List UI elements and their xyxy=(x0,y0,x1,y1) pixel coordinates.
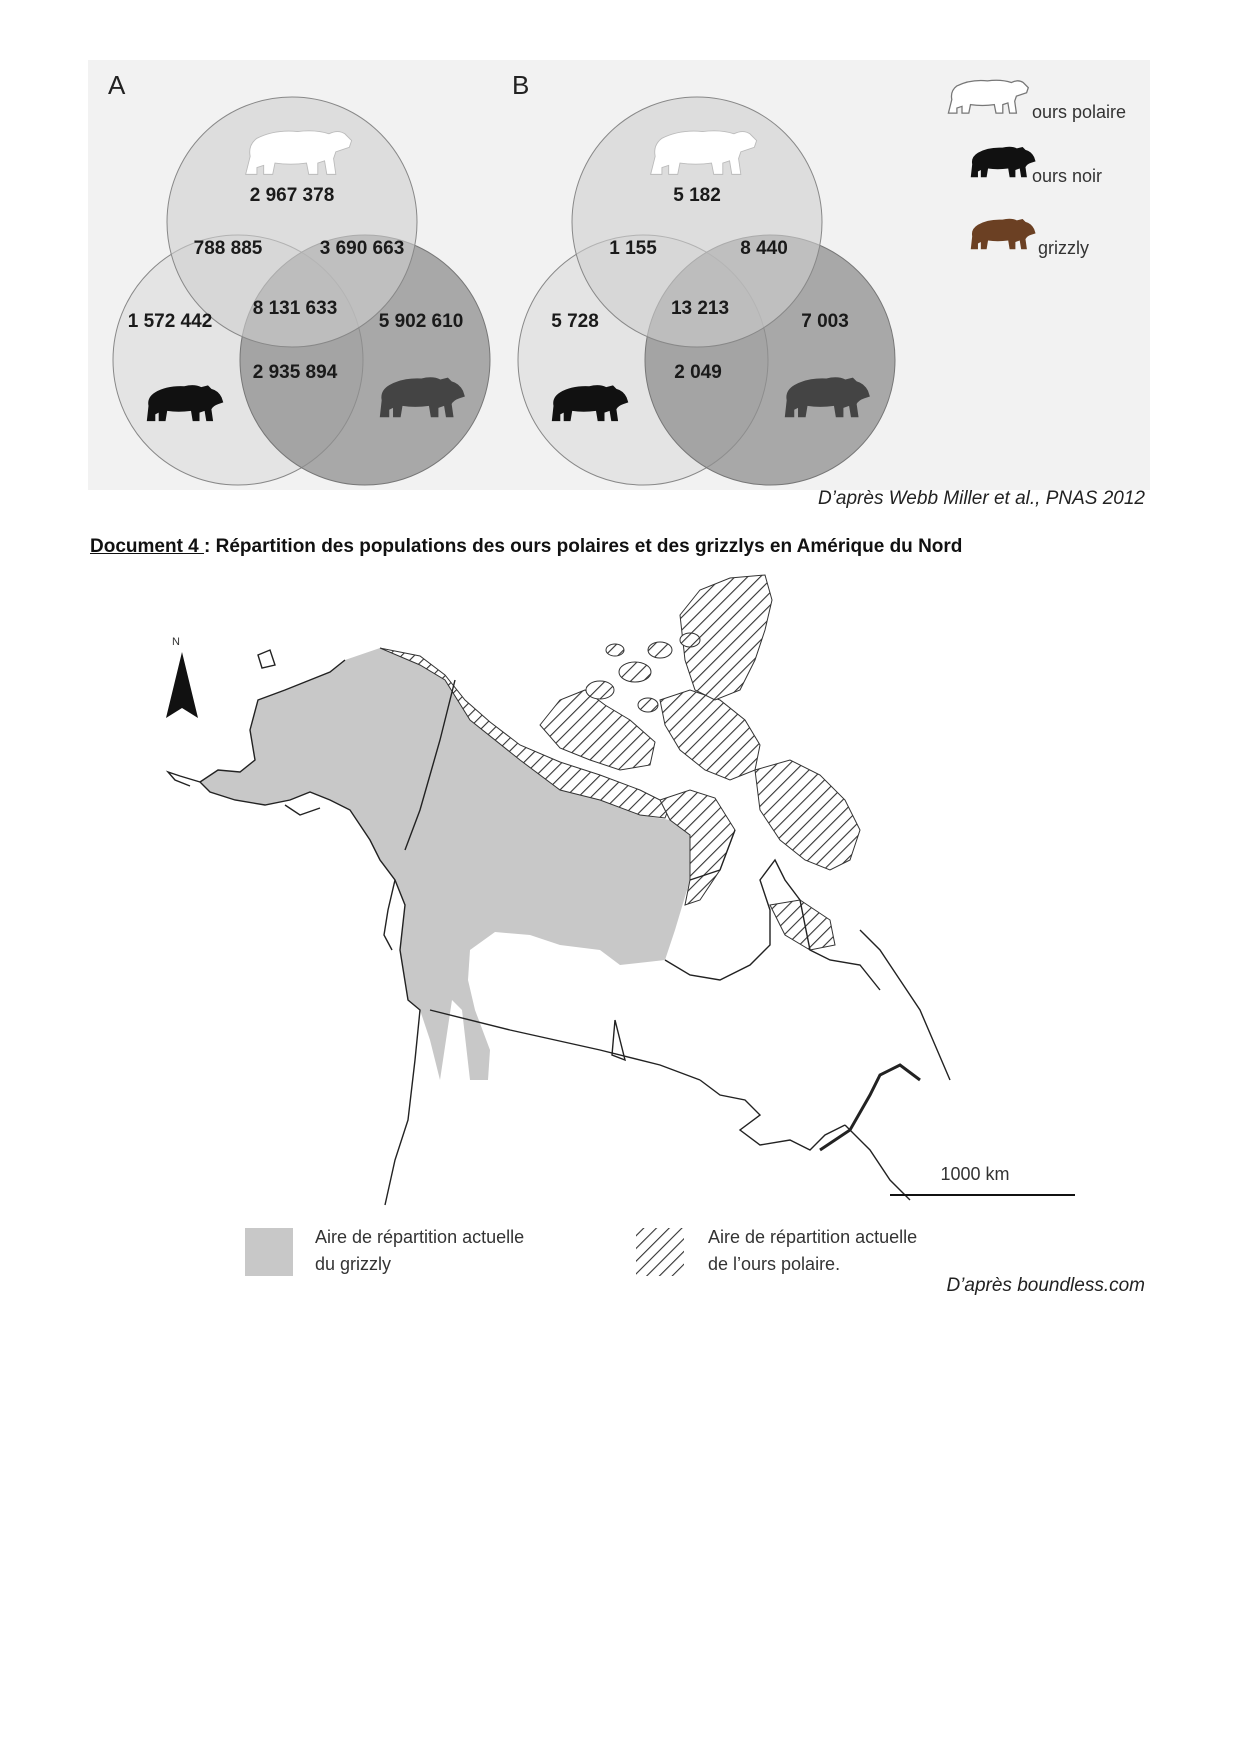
legend-polar-label: ours polaire xyxy=(1032,102,1127,122)
venn-figure xyxy=(0,0,1240,520)
arctic-island xyxy=(638,698,658,712)
east-coast xyxy=(845,1125,910,1200)
scale-label: 1000 km xyxy=(940,1164,1010,1184)
venn-b-black-only: 5 728 xyxy=(551,311,599,332)
venn-a-black-only: 1 572 442 xyxy=(127,311,213,332)
polar-range-islands-2 xyxy=(660,690,760,780)
legend-black-label: ours noir xyxy=(1032,166,1103,186)
legend-polar-swatch xyxy=(636,1228,684,1276)
venn-a-polar-only: 2 967 378 xyxy=(249,185,335,206)
venn-b-all-three: 13 213 xyxy=(670,298,730,319)
legend-polar-line1: Aire de répartition actuelle xyxy=(708,1227,918,1247)
alaska-peninsula xyxy=(168,772,200,786)
venn-a-black-grizzly: 2 935 894 xyxy=(252,362,338,383)
north-arrow xyxy=(166,636,198,718)
western-islands xyxy=(258,650,275,668)
polar-range-islands-1 xyxy=(540,690,655,770)
labrador-coast xyxy=(860,930,950,1080)
arctic-island xyxy=(619,662,651,682)
venn-a-polar-black: 788 885 xyxy=(193,238,263,259)
venn-b-polar-black: 1 155 xyxy=(609,238,657,259)
venn-b-polar-only: 5 182 xyxy=(673,185,721,206)
map-source: D’après boundless.com xyxy=(946,1275,1145,1296)
scale-bar xyxy=(890,1164,1075,1195)
panel-a-letter: A xyxy=(108,70,126,100)
legend-grizzly-label: grizzly xyxy=(1038,238,1090,258)
map-legend xyxy=(245,1227,917,1276)
venn-a-all-three: 8 131 633 xyxy=(252,298,338,319)
legend-grizzly-line1: Aire de répartition actuelle xyxy=(315,1227,525,1247)
legend-grizzly-swatch xyxy=(245,1228,293,1276)
panel-b-letter: B xyxy=(512,70,530,100)
arctic-island xyxy=(648,642,672,658)
venn-source: D’après Webb Miller et al., PNAS 2012 xyxy=(817,488,1145,509)
st-lawrence xyxy=(820,1065,920,1150)
arctic-island xyxy=(586,681,614,699)
north-label: N xyxy=(172,636,180,648)
document-4-heading: : Répartition des populations des ours polaires et des grizzlys en Amérique du Nord xyxy=(204,536,963,557)
aleutians xyxy=(285,805,320,815)
document-4-label: Document 4 xyxy=(90,536,205,557)
venn-a-polar-grizzly: 3 690 663 xyxy=(319,238,405,259)
document-4-title xyxy=(90,536,962,558)
venn-b-black-grizzly: 2 049 xyxy=(674,362,722,383)
legend-polar-line2: de l’ours polaire. xyxy=(708,1254,841,1274)
north-arrow-icon xyxy=(166,652,198,718)
arctic-island xyxy=(680,633,700,647)
venn-b-grizzly-only: 7 003 xyxy=(801,311,849,332)
legend-grizzly-line2: du grizzly xyxy=(315,1254,392,1274)
venn-a-grizzly-only: 5 902 610 xyxy=(378,311,464,332)
arctic-island xyxy=(606,644,624,656)
west-coast-canada xyxy=(384,880,395,950)
great-lakes xyxy=(700,1080,845,1150)
polar-range-baffin xyxy=(755,760,860,870)
venn-b-polar-grizzly: 8 440 xyxy=(740,238,788,259)
polar-range-labrador xyxy=(770,900,835,950)
north-america-map xyxy=(0,560,1240,1300)
